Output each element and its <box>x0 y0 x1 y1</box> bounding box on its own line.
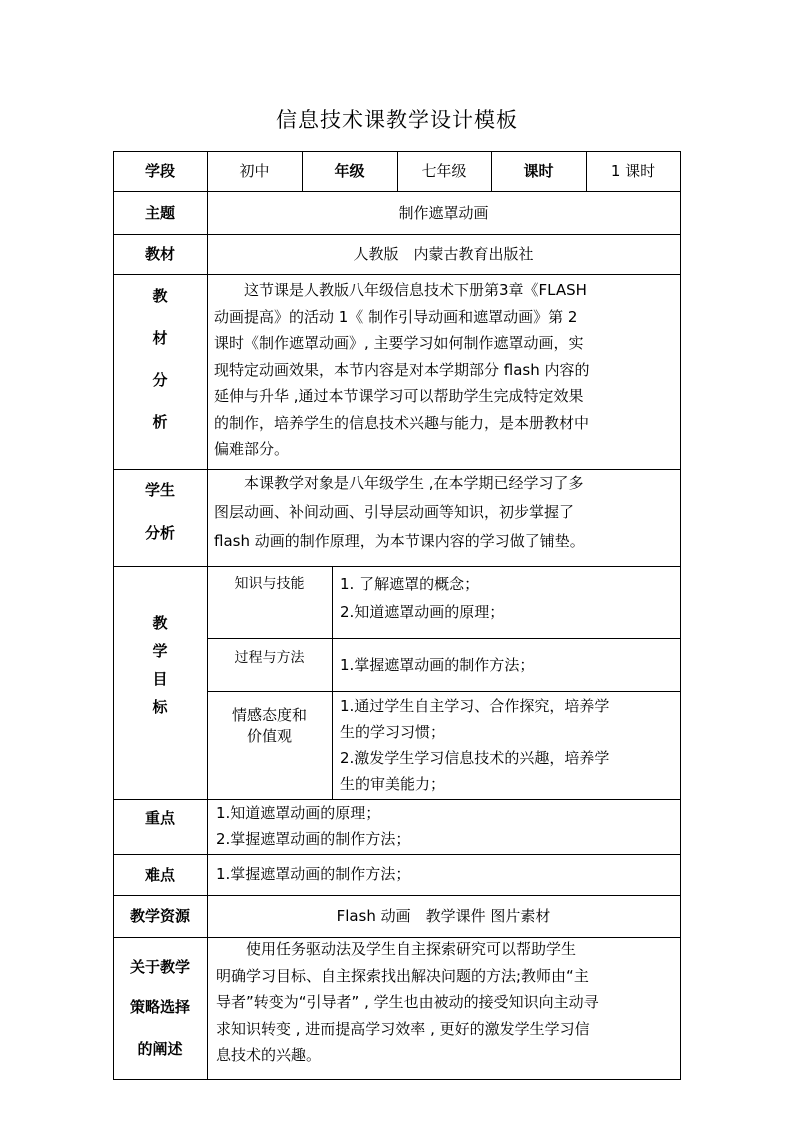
stage-value: 初中 <box>239 162 270 180</box>
text-line: 明确学习目标、自主探索找出解决问题的方法;教师由“主 <box>216 966 589 985</box>
period-value: 1 课时 <box>610 162 656 180</box>
period-label: 课时 <box>523 162 554 180</box>
text-line: 求知识转变 , 进而提高学习效率 , 更好的激发学生学习信 <box>216 1019 590 1038</box>
label-char: 学 <box>152 642 168 660</box>
text-line: 动画提高》的活动 1《 制作引导动画和遮罩动画》第 2 <box>214 307 578 326</box>
text-line: 本课教学对象是八年级学生 ,在本学期已经学习了多 <box>214 474 584 492</box>
text-line: 2.激发学生学习信息技术的兴趣，培养学 <box>340 749 610 767</box>
text-line: 延伸与升华 ,通过本节课学习可以帮助学生完成特定效果 <box>214 387 584 405</box>
label-char: 分 <box>152 371 168 389</box>
document-title: 信息技术课教学设计模板 <box>276 108 518 132</box>
text-line: 生的审美能力； <box>340 775 446 793</box>
difficulties-label: 难点 <box>144 865 175 884</box>
label-char: 教 <box>152 287 168 305</box>
text-line: 1.通过学生自主学习、合作探究，培养学 <box>340 697 610 715</box>
text-line: 这节课是人教版八年级信息技术下册第3章《FLASH <box>214 281 587 299</box>
textbook-value: 人教版 内蒙古教育出版社 <box>353 245 534 263</box>
text-line: 1.知道遮罩动画的原理； <box>216 804 381 822</box>
textbook-label: 教材 <box>144 245 175 263</box>
category-line: 价值观 <box>246 727 292 745</box>
theme-label: 主题 <box>144 203 175 222</box>
grade-label: 年级 <box>334 162 365 180</box>
text-line: 的制作，培养学生的信息技术兴趣与能力，是本册教材中 <box>214 413 590 432</box>
text-line: 1. 了解遮罩的概念； <box>340 575 480 593</box>
text-line: 2.掌握遮罩动画的制作方法； <box>216 830 411 848</box>
text-line: 现特定动画效果，本节内容是对本学期部分 flash 内容的 <box>214 360 590 379</box>
key-points-text <box>216 800 676 852</box>
text-line: 生的学习习惯； <box>340 723 446 741</box>
resources-label: 教学资源 <box>129 907 190 925</box>
text-line: 课时《制作遮罩动画》, 主要学习如何制作遮罩动画，实 <box>214 334 584 352</box>
textbook-analysis-text <box>214 277 676 463</box>
resources-value: Flash 动画 教学课件 图片素材 <box>336 907 551 925</box>
strategy-text <box>216 936 676 1069</box>
label-line: 的阐述 <box>137 1040 183 1058</box>
text-line: 1.掌握遮罩动画的制作方法； <box>216 865 411 883</box>
text-line: 2.知道遮罩动画的原理； <box>340 603 505 621</box>
objective-category-knowledge: 知识与技能 <box>234 576 305 592</box>
label-char: 目 <box>152 670 168 688</box>
label-char: 教 <box>152 614 168 632</box>
grade-value: 七年级 <box>421 162 467 180</box>
key-points-label: 重点 <box>144 809 175 827</box>
label-char: 标 <box>152 698 168 716</box>
student-analysis-text <box>214 469 676 556</box>
label-line: 分析 <box>144 524 175 542</box>
text-line: 使用任务驱动法及学生自主探索研究可以帮助学生 <box>216 940 577 958</box>
text-line: 1.掌握遮罩动画的制作方法； <box>340 656 535 674</box>
theme-value: 制作遮罩动画 <box>398 203 489 222</box>
text-line: flash 动画的制作原理，为本节课内容的学习做了铺垫。 <box>214 532 585 550</box>
label-char: 材 <box>152 329 168 347</box>
text-line: 偏难部分。 <box>214 440 290 458</box>
text-line: 息技术的兴趣。 <box>216 1046 322 1064</box>
difficulties-text <box>216 861 676 887</box>
objective-category-process: 过程与方法 <box>234 650 305 666</box>
objective-attitude-text <box>340 693 676 797</box>
stage-label: 学段 <box>144 162 175 180</box>
text-line: 图层动画、补间动画、引导层动画等知识，初步掌握了 <box>214 503 575 521</box>
text-line: 导者”转变为“引导者” , 学生也由被动的接受知识向主动寻 <box>216 993 599 1011</box>
objective-category-attitude <box>207 705 332 747</box>
label-line: 关于教学 <box>129 958 190 976</box>
objective-process-text <box>340 651 676 679</box>
label-char: 析 <box>152 413 168 431</box>
label-line: 策略选择 <box>129 998 190 1016</box>
objective-knowledge-text <box>340 570 676 626</box>
label-line: 学生 <box>144 481 175 499</box>
category-line: 情感态度和 <box>231 706 307 724</box>
